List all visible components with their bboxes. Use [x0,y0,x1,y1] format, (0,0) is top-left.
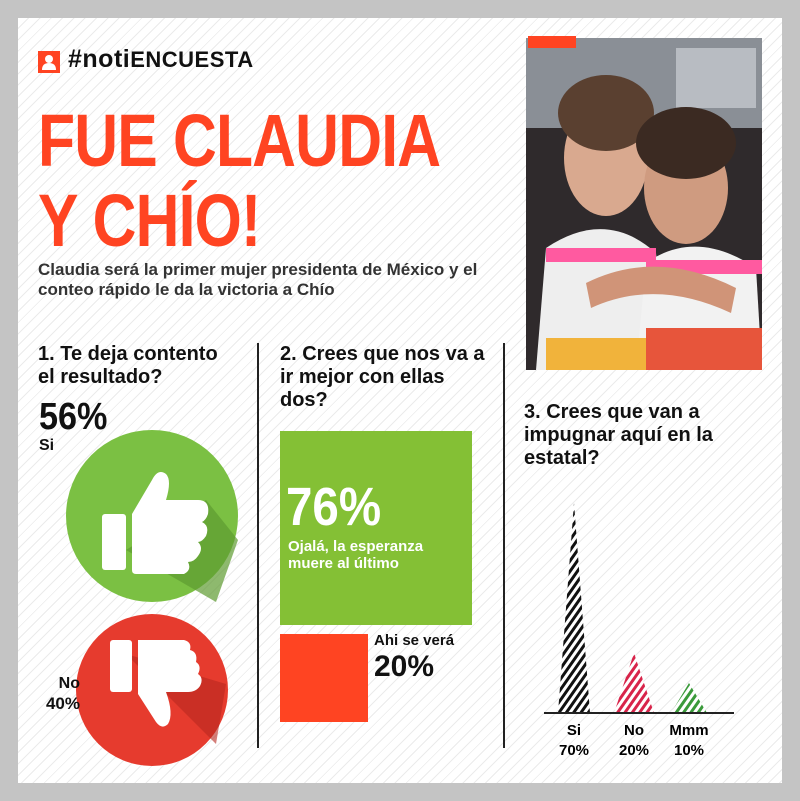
candidates-photo [526,38,762,370]
q1-no-label: No [58,675,80,692]
q2-no-block [280,634,368,722]
q3-category-label: No [624,722,644,739]
q3-category-label: Si [566,722,582,739]
column-divider [503,343,505,748]
q2-no-label: Ahi se verá [374,632,455,649]
q2-no-value: 20% [374,650,435,683]
q2-yes-value: 76% [286,477,382,537]
hashtag-label [68,45,254,74]
headline-line-1: FUE CLAUDIA [38,99,441,182]
q3-category-label: Mmm [669,722,709,739]
q3-peak-chart [524,488,754,778]
q3-peak-no [614,653,654,713]
hashtag-suffix: ENCUESTA [130,47,254,72]
q2-yes-label: Ojalá, la esperanza muere al último [288,538,424,572]
infographic-card [18,18,782,783]
q3-peak-mmm [671,683,707,713]
q1-yes-value: 56% [39,396,108,438]
headline-line-2: Y CHÍO! [38,179,261,262]
q3-value-label: 20% [618,742,650,759]
hashtag-prefix: #noti [68,45,131,73]
question-2-title: 2. Crees que nos va a ir mejor con ellas dos? [280,343,485,411]
thumbs-down-icon [66,614,238,771]
thumbs-up-icon [66,430,238,607]
photo-accent-bar [528,36,576,48]
q3-peak-si [558,503,590,713]
question-3-title: 3. Crees que van a impugnar aquí en la estatal? [524,401,713,469]
q1-yes-label: Si [39,437,55,454]
subtitle: Claudia será la primer mujer presidenta de México y el conteo rápido le da la victoria a Chío [38,260,478,299]
column-divider [257,343,259,748]
q1-no-value: 40% [45,694,80,713]
q3-value-label: 70% [558,742,590,759]
user-icon [38,51,60,73]
q3-value-label: 10% [673,742,705,759]
question-1-title: 1. Te deja contento el resultado? [38,343,218,388]
